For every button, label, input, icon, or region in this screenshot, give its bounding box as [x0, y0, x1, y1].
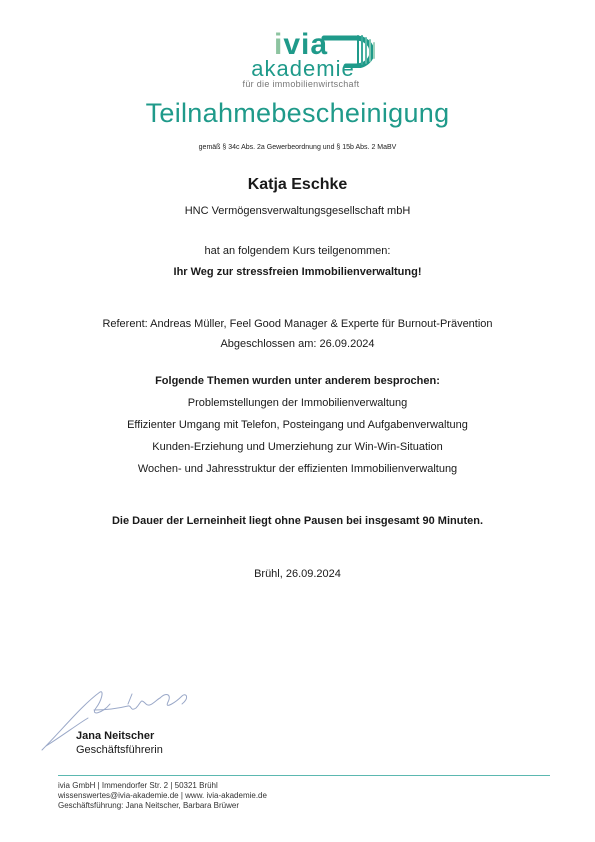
footer-divider: [58, 775, 550, 776]
topic-item: Problemstellungen der Immobilienverwaltung: [187, 397, 408, 409]
logo-tagline: für die immobilienwirtschaft: [242, 79, 360, 89]
participant-company: HNC Vermögensverwaltungsgesellschaft mbH: [184, 205, 411, 217]
footer-management: Geschäftsführung: Jana Neitscher, Barbara Brüwer: [58, 801, 239, 810]
logo-akademie: akademie: [251, 56, 355, 81]
intro-text: hat an folgendem Kurs teilgenommen:: [204, 245, 391, 257]
logo-mark-icon: [318, 32, 382, 68]
topic-item: Effizienter Umgang mit Telefon, Posteingang und Aufgabenverwaltung: [127, 419, 468, 431]
course-title: Ihr Weg zur stressfreien Immobilienverwaltung!: [173, 266, 422, 278]
legal-basis: gemäß § 34c Abs. 2a Gewerbeordnung und § 15b Abs. 2 MaBV: [198, 144, 397, 151]
logo-brand-i: i: [273, 28, 284, 61]
place-date: Brühl, 26.09.2024: [254, 568, 341, 580]
completion-date: Abgeschlossen am: 26.09.2024: [220, 338, 375, 350]
footer-contact: wissenswertes@ivia-akademie.de | www. ivia-akademie.de: [58, 791, 267, 800]
footer: [58, 781, 267, 811]
topics-heading: Folgende Themen wurden unter anderem besprochen:: [155, 375, 440, 387]
topic-item: Kunden-Erziehung und Umerziehung zur Win-Win-Situation: [152, 441, 443, 453]
participant-name: Katja Eschke: [247, 176, 348, 193]
signer-role: Geschäftsführerin: [76, 744, 163, 756]
company-logo: [0, 14, 595, 89]
referent-line: Referent: Andreas Müller, Feel Good Manager & Experte für Burnout-Prävention: [102, 318, 493, 330]
logo-brand-via: via: [283, 28, 329, 61]
footer-address: ivia GmbH | Immendorfer Str. 2 | 50321 Brühl: [58, 781, 218, 790]
signer-name: Jana Neitscher: [76, 730, 155, 742]
duration-statement: Die Dauer der Lerneinheit liegt ohne Pausen bei insgesamt 90 Minuten.: [111, 515, 484, 527]
certificate-title: Teilnahmebescheinigung: [145, 98, 450, 128]
topic-item: Wochen- und Jahresstruktur der effizienten Immobilienverwaltung: [137, 463, 458, 475]
